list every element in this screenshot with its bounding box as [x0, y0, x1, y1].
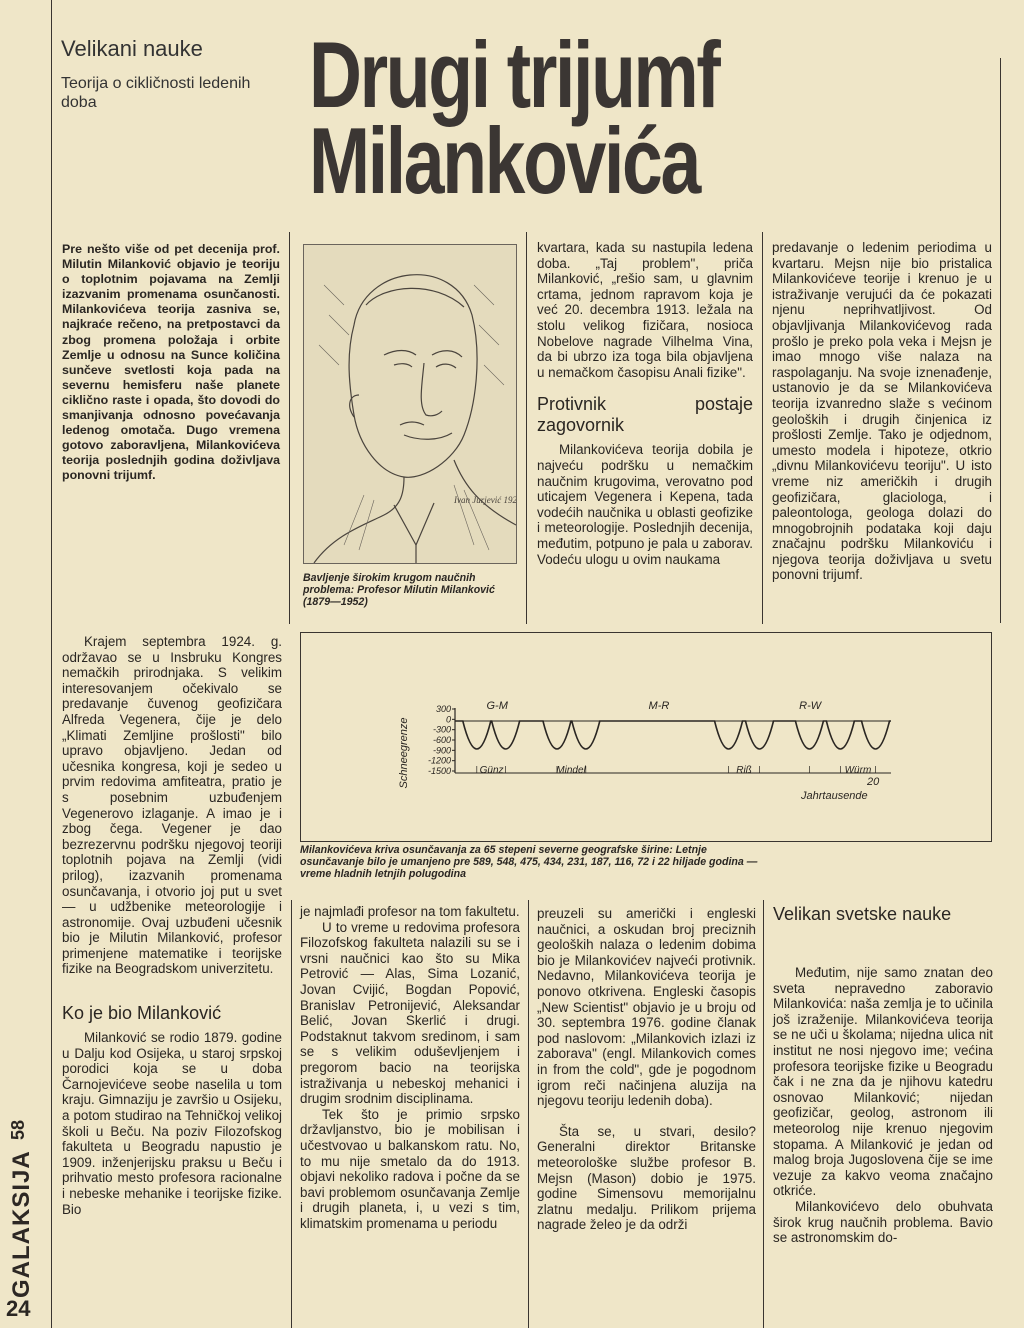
paragraph: Šta se, u stvari, desilo? Generalni direktor Britanske meteorološke službe profesor B. Mejsn (Mason) dobio je 1975. godine Simensovu memorijalnu zlatnu medalju. Prilikom prijema nagrade želeo je da održi	[537, 1123, 756, 1233]
page-number: 24	[6, 1296, 31, 1321]
portrait-image	[303, 244, 517, 564]
paragraph: je najmlađi profesor na tom fakultetu.	[300, 904, 520, 919]
column-3-top	[537, 240, 753, 567]
lead-paragraph: Pre nešto više od pet decenija prof. Milutin Milanković objavio je teoriju o toplotnim pojavama na Zemlji izazvanim promenama osunčanosti. Milankovićeva teorija zasniva se, najkraće rečeno, na pretpostavci da zbog promena položaja i orbite Zemlje u odnosu na Sunce količina sunčeve svetlosti koja pada na severnu hemisferu naše planete ciklično raste i opada, što dovodi do smanjivanja odnosno povećavanja ledenog omotača. Dugo vremena gotovo zaboravljena, Milankovićeva teorija poslednjih godina doživljava ponovni trijumf.	[62, 242, 280, 483]
paragraph: Milankovićevo delo obuhvata širok krug naučnih problema. Bavio se astronomskim do-	[773, 1198, 993, 1246]
paragraph: U to vreme u redovima profesora Filozofskog fakulteta nalazili su se i vrsni naučnici kao što su Mika Petrović — Alas, Sima Lozanić, Jovan Cvijić, Bogdan Popović, Branislav Petronijević, Aleksandar Belić, Jovan Skerlić i drugi. Podstaknut takvom sredinom, i sam se s velikim oduševljenjem i pregorom bacio na teorijska istraživanja u nebeskoj mehanici i drugim srodnim disciplinama.	[300, 919, 520, 1107]
glacial-label: G-M	[486, 700, 508, 712]
chart-plot	[301, 633, 991, 841]
subheading: Protivnik postaje zagovornik	[537, 394, 753, 436]
x-axis-label: Jahrtausende	[801, 790, 868, 802]
insolation-chart	[300, 632, 992, 842]
paragraph: Milankovićeva teorija dobila je najveću podršku u nemačkim naučnim krugovima, verovatno pod uticajem Vegenera i Kepena, tada vodećih naučnika u oblasti geofizike i meteorologije. Poslednjih decenija, međutim, potpuno je pala u zaborav. Vodeću ulogu u ovim naukama	[537, 442, 753, 567]
glacial-label: M-R	[648, 700, 670, 712]
column-4-top	[772, 240, 992, 583]
y-tick-label: -1500	[427, 766, 451, 776]
glacial-stage-label: Riß	[736, 765, 752, 776]
y-tick-label: -1200	[427, 755, 451, 766]
issue-number: 58	[8, 1119, 28, 1140]
column-rule	[528, 900, 529, 1328]
left-margin-rule	[51, 0, 52, 1328]
magazine-name: GALAKSIJA	[8, 1150, 35, 1298]
column-1-bottom	[62, 634, 282, 1217]
headline-line-1: Drugi trijumf	[309, 22, 719, 127]
glacial-label: R-W	[799, 700, 822, 712]
y-tick-label: -600	[432, 735, 451, 745]
column-rule	[291, 900, 292, 1328]
column-2-bottom	[300, 904, 520, 1231]
right-margin-rule	[1000, 58, 1001, 623]
y-axis-label: Schneegrenze	[398, 717, 410, 789]
portrait-signature: Ivan Jurjević 1926	[454, 495, 516, 505]
column-4-bottom	[773, 904, 993, 1246]
paragraph: Milanković se rodio 1879. godine u Dalju kod Osijeka, u staroj srpskoj porodici koja se u doba Čarnojevićeve seobe naselila u tom kraju. Gimnaziju je završio u Osijeku, a potom studirao na Tehničkoj velikoj školi u Beču. Na poziv Filozofskog fakulteta u Beogradu napustio je 1909. inženjerijsku praksu u Beču i prihvatio mesto profesora racionalne i nebeske mehanike i teorijske fizike. Bio	[62, 1030, 282, 1217]
column-rule	[526, 232, 527, 624]
y-tick-label: -900	[432, 745, 451, 756]
paragraph: Tek što je primio srpsko državljanstvo, bio je mobilisan i učestvovao u balkanskom ratu. No, to mu nije smetalo da do 1913. objavi nekoliko radova i počne da se bavi problemom osunčavanja Zemlje i drugih planeta, i, u vezi s tim, klimatskim promenama u periodu	[300, 1106, 520, 1231]
x-end-label: 20	[867, 776, 880, 788]
y-tick-label: 0	[445, 714, 451, 725]
section-kicker: Velikani nauke	[61, 36, 203, 61]
paragraph: Međutim, nije samo znatan deo sveta nepravedno zaboravio Milankovića: naša zemlja je to učinila još izraženije. Milankovićeva teorija se ne uči u školama; nijedna ulica nit institut ne nosi njegovo ime; većina profesora teorijske fizike u Beogradu čak i ne zna da je njihovu katedru osnovao Milanković; nijedan geofizičar, geolog, astronom ili meteorolog nije krenuo njegovim stopama. A Milanković je jedan od malog broja Jugoslovena čije se ime vezuje za kakvo veoma značajno otkriće.	[773, 965, 993, 1199]
subheading: Velikan svetske nauke	[773, 904, 952, 924]
column-3-bottom	[537, 906, 756, 1233]
headline-line-2: Milankovića	[309, 108, 699, 213]
column-rule	[762, 232, 763, 624]
column-rule	[763, 900, 764, 1328]
chart-caption: Milankovićeva kriva osunčavanja za 65 stepeni severne geografske širine: Letnje osunčavanje bilo je umanjeno pre 589, 548, 475, 434, 231, 187, 116, 72 i 22 hiljade godina — vreme hladnih letnjih polugodina	[300, 844, 758, 880]
glacial-stage-label: Würm	[844, 765, 872, 776]
article-subtitle: Teorija o cikličnosti ledenih doba	[61, 75, 251, 111]
y-tick-label: -300	[432, 724, 451, 735]
paragraph: kvartara, kada su nastupila ledena doba. „Taj problem", priča Milanković, „rešio sam, u glavnim crtama, jednom rapravom koja je već 20. decembra 1913. ležala na stolu velikog fizičara, nosioca Nobelove nagrade Vilhelma Vina, da bi ubrzo iza toga bila objavljena u nemačkom časopisu Anali fizike".	[537, 240, 753, 380]
portrait-sketch	[304, 245, 516, 563]
portrait-caption: Bavljenje širokim krugom naučnih problema: Profesor Milutin Milanković (1879—1952)	[303, 572, 495, 608]
paragraph: Krajem septembra 1924. g. održavao se u Insbruku Kongres nemačkih prirodnjaka. S velikim interesovanjem očekivalo se predavanje čuvenog geofizičara Alfreda Vegenera, čije je delo „Klimati Zemljine prošlosti" bilo upravo objavljeno. Jedan od učesnika kongresa, koji je sedeo u prvim redovima amfiteatra, pratio je s posebnim uzbuđenjem Vegenerovo izlaganje. A imao je i zbog čega. Vegener je dao bezrezervnu podršku njegovoj teoriji toplotnih pojava na Zemlji (vidi prilog), izazvanih promenama osunčavanja, i otvorio joj put u svet — u udžbenike meteorologije i astronomije. Ovaj uzbuđeni učesnik bio je Milutin Milanković, profesor primenjene matematike i teorijske fizike na Beogradskom univerzitetu.	[62, 634, 282, 977]
glacial-stage-label: Mindel	[556, 765, 586, 776]
subheading: Ko je bio Milanković	[62, 1003, 222, 1024]
paragraph: preuzeli su američki i engleski naučnici, a oskudan broj preciznih geoloških nalaza o ledenim dobima bio je Milankovićev najveći protivnik. Nedavno, Milankovićeva teorija je ponovo otkrivena. Engleski časopis „New Scientist" objavio je u broju od 30. septembra 1976. godine članak pod naslovom: „Milankovich izlazi iz zaborava" (engl. Milankovich comes in from the cold", gde je pogodnom igrom reči načinjena aluzija na njegovu teoriju ledenih doba).	[537, 906, 756, 1109]
glacial-stage-label: Günz	[479, 765, 504, 776]
paragraph: predavanje o ledenim periodima u kvartaru. Mejsn nije bio pristalica Milankovićeve teorije i krenuo je u istraživanje verujući da će pokazati njenu neprihvatljivost. Od objavljivanja Milankovićevog rada prošlo je preko pola veka i Mejsn je imao mnogo više nalaza na raspolaganju. Na svoje iznenađenje, ustanovio je da se Milankovićeva teorija izvanredno slaže s većinom geoloških i drugih činjenica iz prošlosti Zemlje. Tako je odjednom, umesto modela i hipoteze, otkrio „divnu Milankovićevu teoriju". U isto vreme niz američkih i drugih geofizičara, glaciologa, i paleontologa, geologa dolazi do mnogobrojnih podataka koji daju značajnu podršku Milankoviću i njegova teorija doživljava u svetu ponovni trijumf.	[772, 240, 992, 583]
column-rule	[289, 232, 290, 624]
y-tick-label: 300	[435, 704, 451, 714]
magazine-sidebar	[0, 1080, 50, 1320]
insolation-curve	[455, 721, 891, 749]
